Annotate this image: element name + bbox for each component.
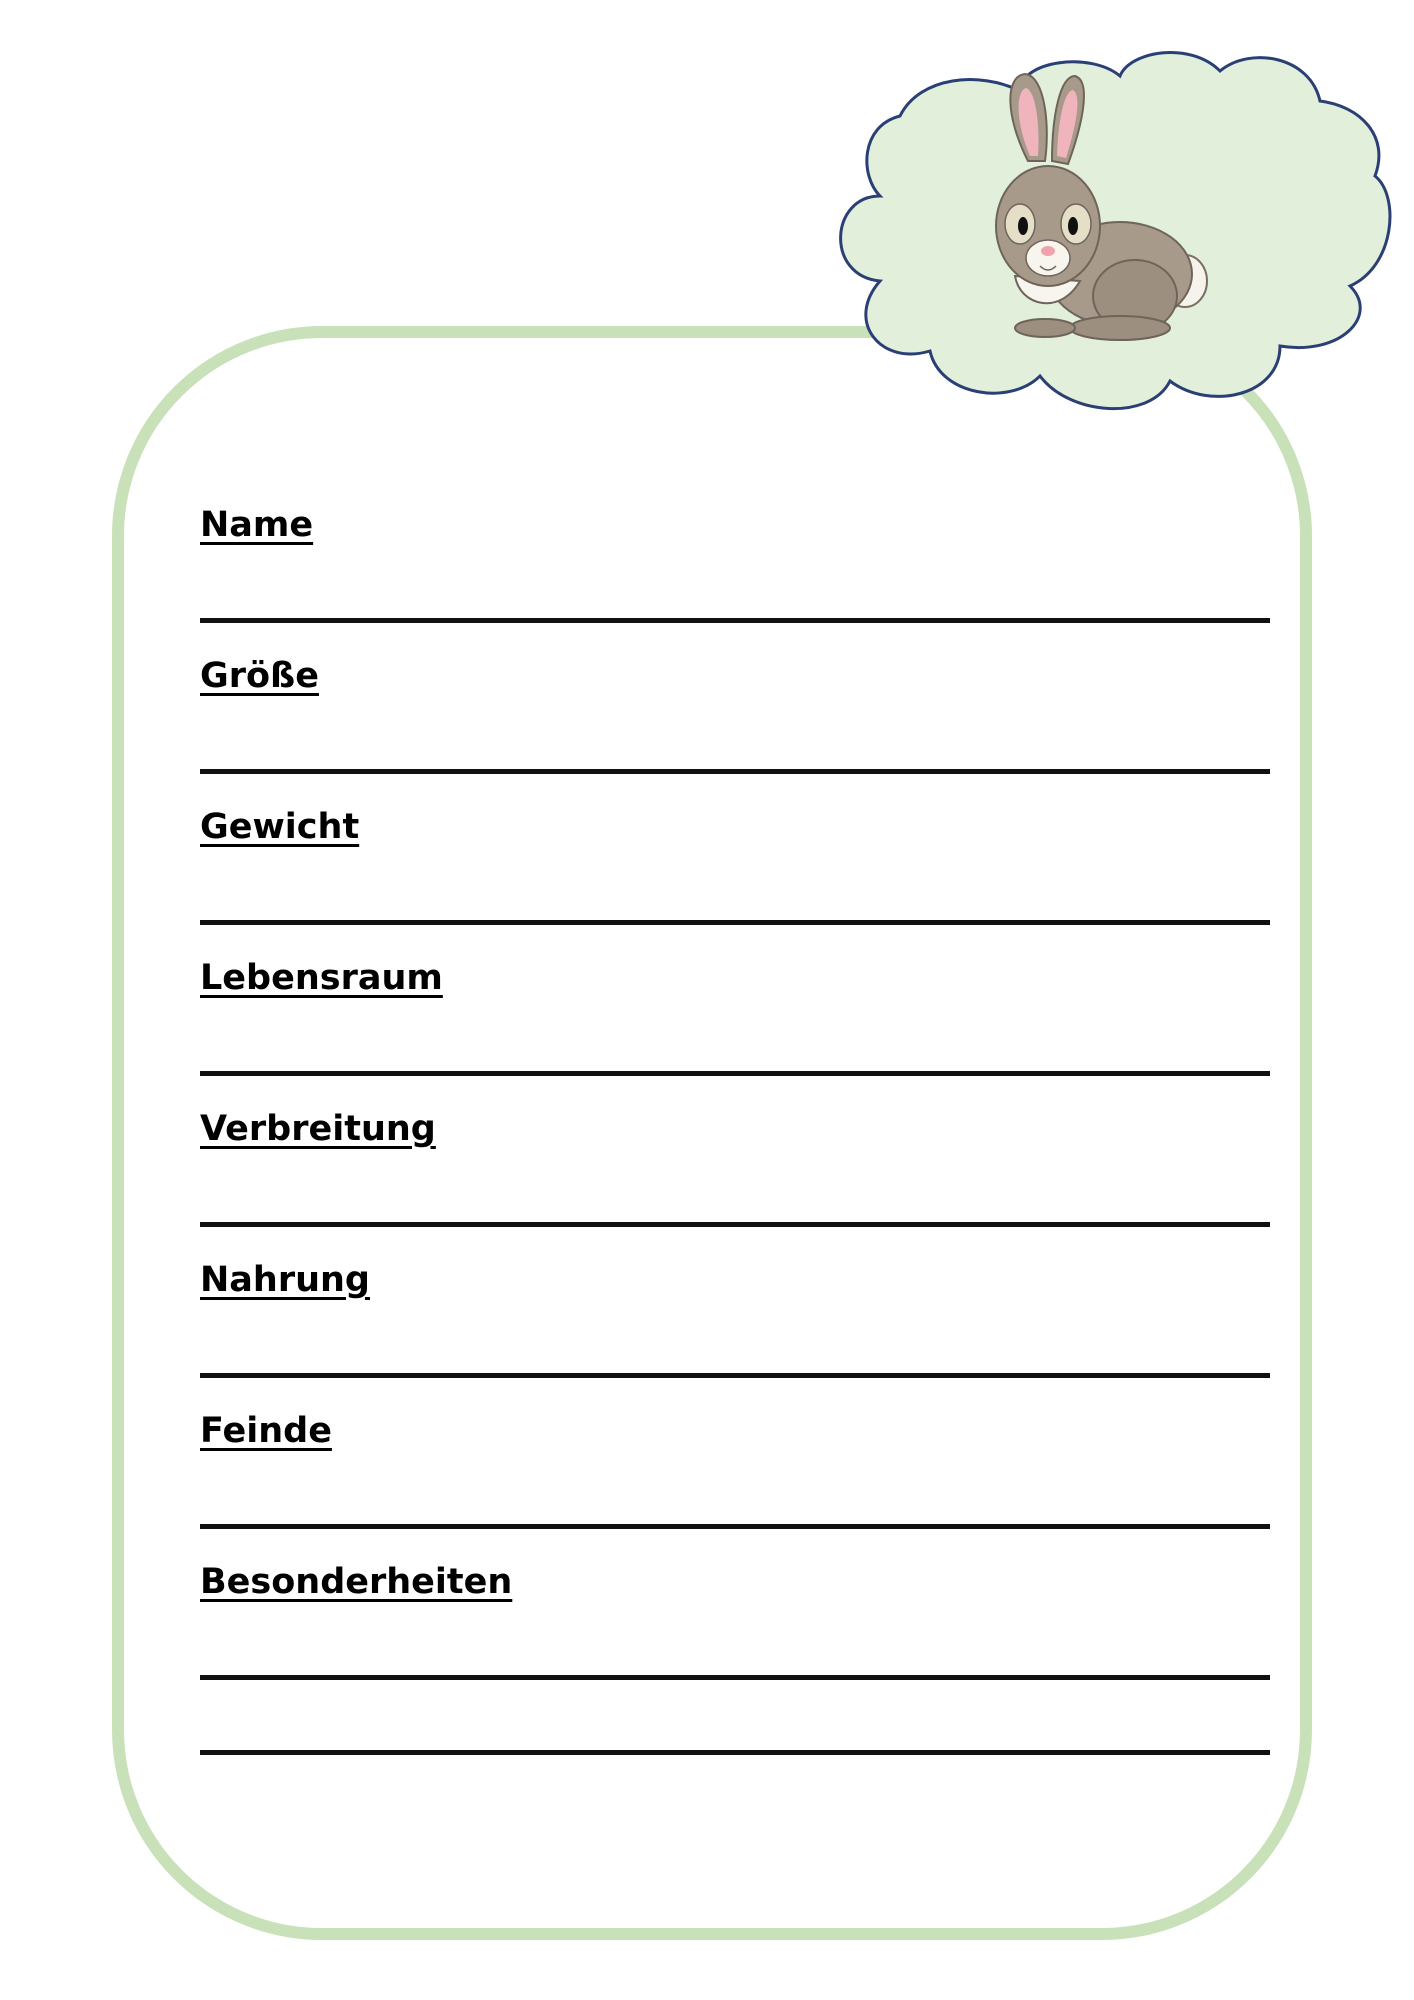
answer-line[interactable] — [200, 1675, 1270, 1680]
field-label: Größe — [200, 656, 319, 696]
field-label: Nahrung — [200, 1260, 370, 1300]
field-label: Verbreitung — [200, 1109, 436, 1149]
answer-line[interactable] — [200, 618, 1270, 623]
answer-line[interactable] — [200, 1750, 1270, 1755]
field-label: Name — [200, 505, 314, 545]
rabbit-cloud-icon — [820, 46, 1400, 436]
field-label: Gewicht — [200, 807, 360, 847]
field-label: Lebensraum — [200, 958, 443, 998]
field-label: Besonderheiten — [200, 1562, 513, 1602]
answer-line[interactable] — [200, 1373, 1270, 1378]
answer-line[interactable] — [200, 1071, 1270, 1076]
answer-line[interactable] — [200, 920, 1270, 925]
field-label: Feinde — [200, 1411, 332, 1451]
answer-line[interactable] — [200, 1222, 1270, 1227]
answer-line[interactable] — [200, 769, 1270, 774]
answer-line[interactable] — [200, 1524, 1270, 1529]
